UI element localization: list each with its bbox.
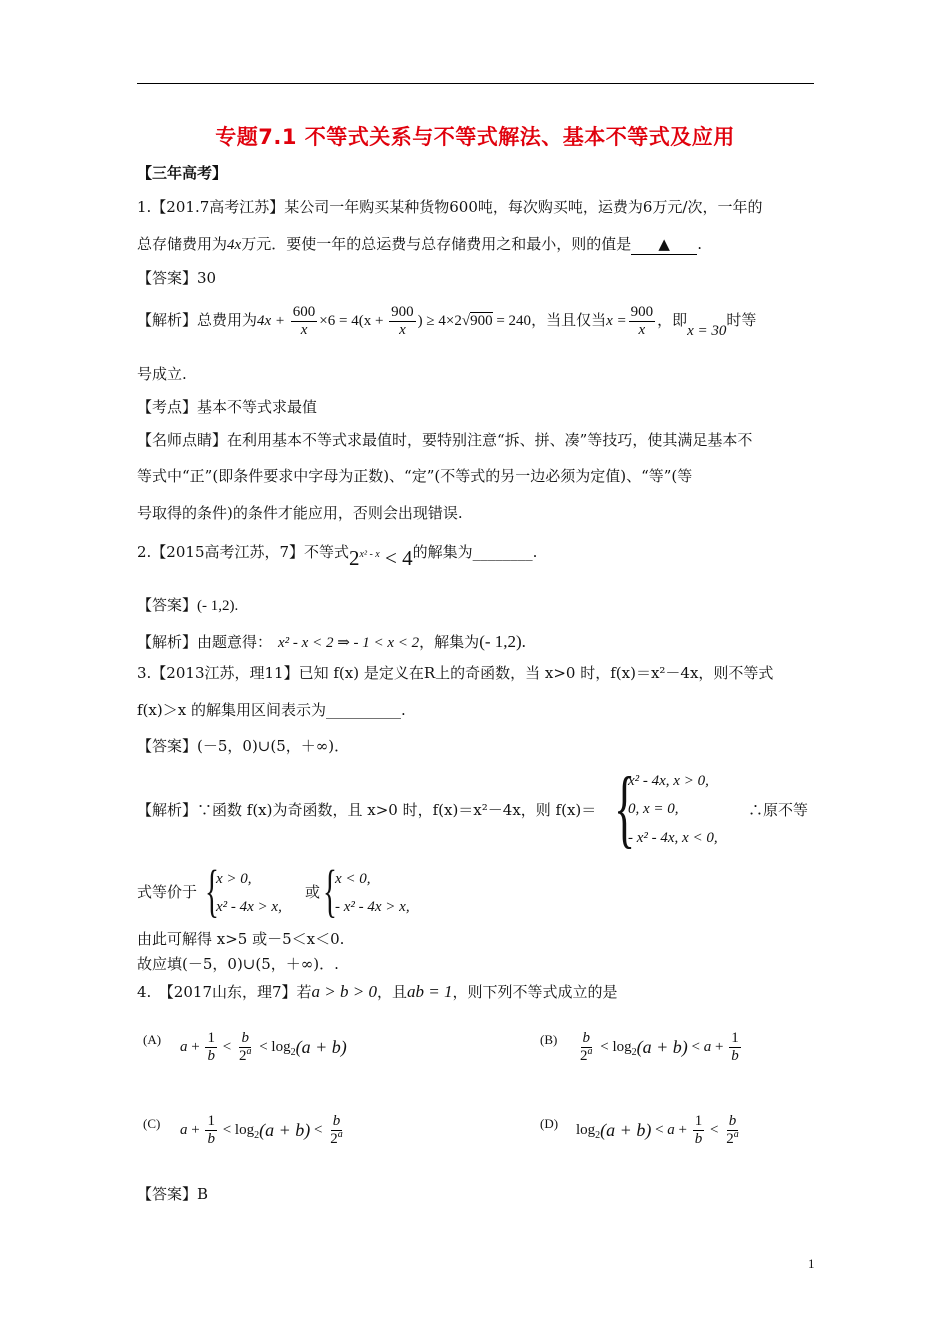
q4-stem [137, 982, 618, 1002]
fraction-900-x [389, 304, 416, 339]
q2-answer [137, 595, 238, 616]
q3-fill: 故应填(－5，0)∪(5，＋∞)．. [137, 955, 339, 973]
option-d-expr [576, 1113, 743, 1148]
piecewise-brace: { [614, 760, 636, 857]
log-expr: < $\log_2$ [255, 1039, 296, 1058]
frac-den: b [731, 1048, 739, 1064]
q3-solve: 由此可解得 x>5 或－5＜x＜0. [137, 930, 345, 948]
fraction-600-x [291, 304, 318, 339]
var-a: a [703, 1039, 712, 1055]
q1-tail: 时等 [726, 311, 757, 329]
frac-num: 600 [292, 303, 316, 320]
fraction-b-2a [328, 1113, 345, 1148]
plus-sign: + [187, 1039, 204, 1055]
less-than: < [651, 1122, 668, 1138]
triangle-icon: ▲ [658, 235, 670, 253]
frac-den: x [300, 321, 308, 338]
q1-stem-text2: 万元．要使一年的总运费与总存储费用之和最小，则的值是 [241, 235, 632, 253]
frac-num: 900 [391, 303, 414, 320]
var-a: a [180, 1122, 188, 1138]
fraction-1-b [693, 1113, 705, 1148]
q1-continue: 号成立. [137, 365, 187, 383]
option-b-label: (B) [540, 1032, 558, 1047]
frac-den: x [399, 321, 406, 338]
q2-analysis-label: 【解析】由题意得： [137, 633, 273, 651]
q1-math: 4x [227, 237, 242, 253]
q1-tip-line1: 【名师点睛】在利用基本不等式求最值时，要特别注意“拆、拼、凑”等技巧，使其满足基本不 [137, 431, 753, 449]
fraction-900-x-2 [629, 304, 656, 339]
frac-den: 2$^a$ [330, 1129, 343, 1147]
q2-base: 2 [349, 546, 360, 570]
q1-tip-line2: 等式中“正”(即条件要求中字母为正数)、“定”(不等式的另一边必须为定值)、“等”(等 [137, 467, 693, 485]
frac-num: b [728, 1113, 737, 1129]
q1-expr-b: ×6 = 4(x + [319, 313, 388, 329]
frac-num: 1 [731, 1030, 739, 1046]
fraction-1-b [729, 1030, 741, 1065]
paren-expr: (a + b) [259, 1120, 311, 1140]
page-number: 1 [808, 1256, 815, 1271]
q1-expr-a: 4x + [257, 313, 289, 329]
less-than: < [687, 1039, 704, 1055]
q1-expr-c: ) ≥ 4×2 [417, 313, 462, 329]
paren-expr: (a + b) [600, 1120, 652, 1140]
q3-analysis-b: ∴原不等 [748, 801, 809, 819]
frac-num: b [582, 1030, 590, 1046]
fraction-b-2a [724, 1113, 741, 1148]
q2-analysis-text: ，解集为 [419, 633, 480, 651]
q1-xeq: x = [606, 313, 627, 329]
system2-line1: x < 0, [335, 871, 371, 887]
q3-answer: 【答案】(－5，0)∪(5，＋∞)． [137, 737, 350, 755]
q1-expr-d: = 240 [492, 313, 532, 329]
q3-or: 或 [305, 883, 321, 901]
section-heading: 【三年高考】 [137, 164, 228, 182]
log-expr: $\log_2$ [576, 1122, 601, 1141]
log-expr: < $\log_2$ [596, 1039, 637, 1058]
system2-line2: - x² - 4x > x, [335, 899, 410, 915]
q2-analysis-interval: (- 1,2). [479, 632, 526, 651]
plus-sign: + [711, 1039, 728, 1055]
less-than: < [218, 1039, 235, 1055]
frac-num: 1 [207, 1113, 215, 1129]
paren-expr: (a + b) [636, 1037, 688, 1057]
sqrt-value: 900 [470, 313, 493, 329]
q3-analysis-a: 【解析】∵函数 f(x)为奇函数，且 x>0 时，f(x)＝x²－4x，则 f(x)＝ [137, 801, 597, 819]
option-c-label: (C) [143, 1116, 161, 1131]
system-brace-1: { [205, 858, 219, 923]
q2-ineq: < 4 [379, 546, 413, 570]
q2-analysis [137, 632, 526, 653]
option-a-expr [180, 1030, 347, 1065]
frac-den: x [638, 321, 646, 338]
frac-num: b [332, 1113, 341, 1129]
fraction-b-2a [237, 1030, 254, 1065]
q3-equiv-label: 式等价于 [137, 883, 198, 901]
q4-stem-text3: ，则下列不等式成立的是 [452, 983, 618, 1001]
piecewise-case3: - x² - 4x, x < 0, [628, 830, 718, 846]
q3-stem-line2: f(x)＞x 的解集用区间表示为__________. [137, 701, 406, 719]
frac-num: 900 [630, 303, 654, 320]
q2-stem [137, 540, 538, 570]
q2-stem-text2: 的解集为________. [412, 543, 538, 561]
fraction-1-b [205, 1113, 217, 1148]
frac-den: b [207, 1131, 215, 1147]
q1-answer: 【答案】30 [137, 269, 217, 287]
q1-mid-text: ，当且仅当 [531, 311, 607, 329]
q2-exponent: x² - x [359, 549, 380, 560]
q1-analysis [137, 300, 756, 341]
q4-stem-text: 4. 【2017山东，理7】若 [137, 983, 312, 1001]
q2-answer-label: 【答案】 [137, 596, 198, 614]
less-than: < [310, 1122, 327, 1138]
less-than: < [706, 1122, 723, 1138]
system1-line2: x² - 4x > x, [216, 899, 282, 915]
q1-blank [631, 234, 697, 255]
q4-cond1: a > b > 0 [311, 982, 377, 1001]
q4-answer: 【答案】B [137, 1185, 209, 1203]
q1-mid-text2: ，即 [657, 311, 688, 329]
frac-den: 2$^a$ [580, 1046, 593, 1064]
q1-stem-text: 总存储费用为 [137, 235, 228, 253]
q1-period: . [697, 235, 702, 253]
option-a-label: (A) [143, 1032, 162, 1047]
piecewise-case1: x² - 4x, x > 0, [628, 773, 709, 789]
q2-answer-value: (- 1,2). [197, 598, 239, 614]
frac-num: 1 [694, 1113, 703, 1129]
var-a: a [667, 1122, 675, 1138]
q1-stem-line1: 1.【201.7高考江苏】某公司一年购买某种货物600吨，每次购买吨，运费为6万元/次，一年的 [137, 198, 763, 216]
option-c-expr [180, 1113, 347, 1148]
frac-den: 2$^a$ [726, 1129, 739, 1147]
q4-cond2: ab = 1 [407, 982, 453, 1001]
q3-stem-line1: 3.【2013江苏，理11】已知 f(x) 是定义在R上的奇函数，当 x>0 时，f(x)＝x²－4x，则不等式 [137, 664, 774, 682]
page-title: 专题7.1 不等式关系与不等式解法、基本不等式及应用 [215, 125, 735, 149]
plus-sign: + [187, 1122, 204, 1138]
system1-line1: x > 0, [216, 871, 252, 887]
q4-stem-text2: ，且 [376, 983, 407, 1001]
piecewise-case2: 0, x = 0, [628, 801, 679, 817]
q1-stem-line2 [137, 234, 702, 255]
system-brace-2: { [323, 858, 337, 923]
q2-stem-text: 2.【2015高考江苏，7】不等式 [137, 543, 350, 561]
fraction-1-b [205, 1030, 217, 1065]
option-b-expr [576, 1030, 743, 1065]
q1-tip-line3: 号取得的条件)的条件才能应用，否则会出现错误. [137, 504, 463, 522]
frac-num: b [241, 1030, 249, 1046]
q1-x30: x = 30 [687, 323, 727, 339]
header-rule [137, 83, 814, 84]
q2-analysis-math: x² - x < 2 ⇒ - 1 < x < 2 [278, 635, 420, 651]
q1-analysis-label: 【解析】总费用为 [137, 311, 258, 329]
log-expr: < $\log_2$ [218, 1122, 260, 1141]
fraction-b-2a [578, 1030, 595, 1065]
plus-sign: + [674, 1122, 691, 1138]
var-a: a [180, 1039, 188, 1055]
option-d-label: (D) [540, 1116, 559, 1131]
paren-expr: (a + b) [295, 1037, 347, 1057]
frac-den: b [207, 1048, 215, 1064]
q1-kaodian: 【考点】基本不等式求最值 [137, 398, 318, 416]
sqrt-icon: √ [461, 313, 471, 329]
frac-num: 1 [207, 1030, 215, 1046]
frac-den: b [694, 1131, 703, 1147]
frac-den: 2$^a$ [238, 1046, 252, 1064]
